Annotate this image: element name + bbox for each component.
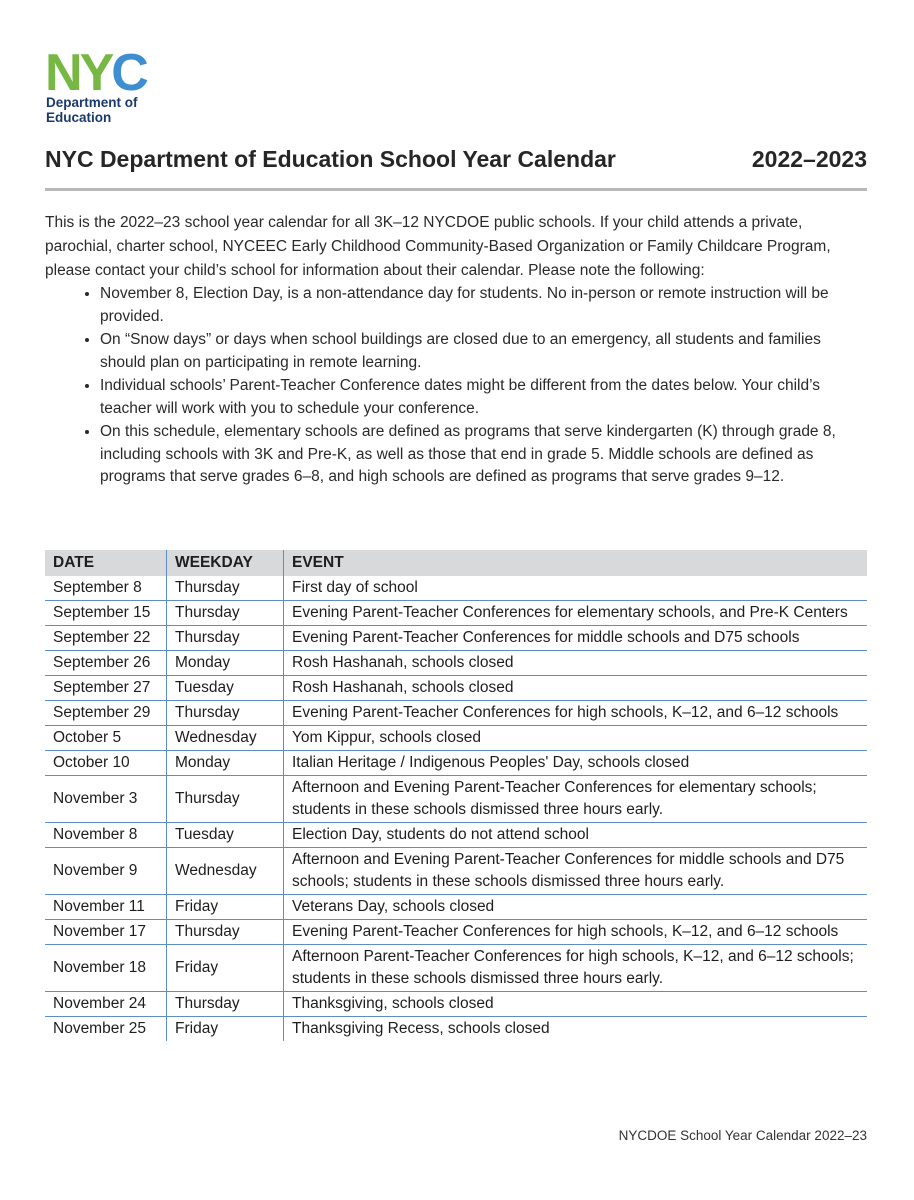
cell-event: Afternoon and Evening Parent-Teacher Conferences for elementary schools; students in these schools dismissed three hours early. (284, 776, 868, 823)
table-row (45, 751, 867, 776)
dept-line-1: Department of (46, 95, 138, 110)
intro-section (45, 211, 867, 490)
cell-weekday: Thursday (167, 626, 284, 651)
cell-weekday: Thursday (167, 920, 284, 945)
cell-event: Italian Heritage / Indigenous Peoples' Day, schools closed (284, 751, 868, 776)
nyc-logo-mark (45, 50, 169, 92)
cell-date: October 10 (45, 751, 167, 776)
department-of-education-label (46, 95, 138, 125)
cell-event: Veterans Day, schools closed (284, 895, 868, 920)
page-title: NYC Department of Education School Year Calendar (45, 146, 616, 172)
cell-date: September 29 (45, 701, 167, 726)
cell-date: September 15 (45, 601, 167, 626)
cell-date: November 24 (45, 992, 167, 1017)
cell-weekday: Thursday (167, 701, 284, 726)
cell-date: November 17 (45, 920, 167, 945)
title-row (45, 146, 867, 173)
cell-date: September 27 (45, 676, 167, 701)
cell-weekday: Monday (167, 751, 284, 776)
cell-date: November 18 (45, 945, 167, 992)
header-weekday: WEEKDAY (167, 550, 284, 576)
cell-weekday: Wednesday (167, 726, 284, 751)
table-row (45, 651, 867, 676)
dept-line-2: Education (46, 110, 112, 125)
table-row (45, 1017, 867, 1042)
cell-weekday: Friday (167, 1017, 284, 1042)
table-row (45, 848, 867, 895)
table-row (45, 895, 867, 920)
cell-event: Afternoon Parent-Teacher Conferences for high schools, K–12, and 6–12 schools; students in these schools dismissed three hours early. (284, 945, 868, 992)
cell-weekday: Friday (167, 895, 284, 920)
cell-event: Yom Kippur, schools closed (284, 726, 868, 751)
cell-date: November 8 (45, 823, 167, 848)
cell-date: November 3 (45, 776, 167, 823)
header-date: DATE (45, 550, 167, 576)
note-item: • Individual schools’ Parent-Teacher Conference dates might be different from the dates below. Your child’s teacher will work with you to schedule your conference. (100, 375, 867, 420)
nyc-doe-logo (45, 50, 169, 125)
cell-event: Rosh Hashanah, schools closed (284, 651, 868, 676)
table-row (45, 701, 867, 726)
cell-event: Evening Parent-Teacher Conferences for elementary schools, and Pre-K Centers (284, 601, 868, 626)
intro-paragraph: This is the 2022–23 school year calendar for all 3K–12 NYCDOE public schools. If your child attends a private, parochial, charter school, NYCEEC Early Childhood Community-Based Organization or Family Childcare Program, please contact your child’s school for information about their calendar. Please note the following: (45, 214, 831, 279)
cell-weekday: Thursday (167, 992, 284, 1017)
table-row (45, 726, 867, 751)
table-row (45, 676, 867, 701)
note-item: • On “Snow days” or days when school buildings are closed due to an emergency, all students and families should plan on participating in remote learning. (100, 329, 867, 374)
cell-weekday: Monday (167, 651, 284, 676)
page-footer: NYCDOE School Year Calendar 2022–23 (618, 1128, 867, 1143)
cell-date: November 9 (45, 848, 167, 895)
notes-list (45, 283, 867, 489)
table-row (45, 776, 867, 823)
school-year: 2022–2023 (751, 146, 867, 172)
cell-date: September 26 (45, 651, 167, 676)
cell-date: November 11 (45, 895, 167, 920)
cell-date: September 8 (45, 576, 167, 601)
cell-event: Afternoon and Evening Parent-Teacher Conferences for middle schools and D75 schools; students in these schools dismissed three hours early. (284, 848, 868, 895)
note-item: • November 8, Election Day, is a non-attendance day for students. No in-person or remote instruction will be provided. (100, 283, 867, 328)
nyc-logo-wordmark: NYC (45, 50, 146, 92)
cell-weekday: Thursday (167, 776, 284, 823)
cell-weekday: Thursday (167, 576, 284, 601)
title-divider (45, 188, 867, 191)
cell-event: Evening Parent-Teacher Conferences for middle schools and D75 schools (284, 626, 868, 651)
cell-weekday: Wednesday (167, 848, 284, 895)
cell-event: First day of school (284, 576, 868, 601)
table-row (45, 576, 867, 601)
cell-event: Rosh Hashanah, schools closed (284, 676, 868, 701)
cell-date: November 25 (45, 1017, 167, 1042)
table-header-row (45, 550, 867, 576)
table-row (45, 823, 867, 848)
table-row (45, 601, 867, 626)
header-event: EVENT (284, 550, 868, 576)
cell-date: October 5 (45, 726, 167, 751)
table-row (45, 992, 867, 1017)
table-row (45, 945, 867, 992)
cell-weekday: Tuesday (167, 823, 284, 848)
cell-event: Election Day, students do not attend school (284, 823, 868, 848)
note-item: • On this schedule, elementary schools are defined as programs that serve kindergarten (K) through grade 8, including schools with 3K and Pre-K, as well as those that end in grade 5. Middle schools are defined as programs that serve grades 6–8, and high schools are defined as programs that serve grades 9–12. (100, 421, 867, 489)
cell-event: Evening Parent-Teacher Conferences for high schools, K–12, and 6–12 schools (284, 701, 868, 726)
table-body (45, 576, 867, 1041)
cell-date: September 22 (45, 626, 167, 651)
cell-event: Thanksgiving Recess, schools closed (292, 1020, 550, 1037)
cell-weekday: Tuesday (167, 676, 284, 701)
calendar-table (45, 550, 867, 1041)
cell-weekday: Friday (167, 945, 284, 992)
cell-event: Thanksgiving, schools closed (284, 992, 868, 1017)
table-row (45, 920, 867, 945)
table-row (45, 626, 867, 651)
cell-event: Evening Parent-Teacher Conferences for high schools, K–12, and 6–12 schools (284, 920, 868, 945)
cell-weekday: Thursday (167, 601, 284, 626)
